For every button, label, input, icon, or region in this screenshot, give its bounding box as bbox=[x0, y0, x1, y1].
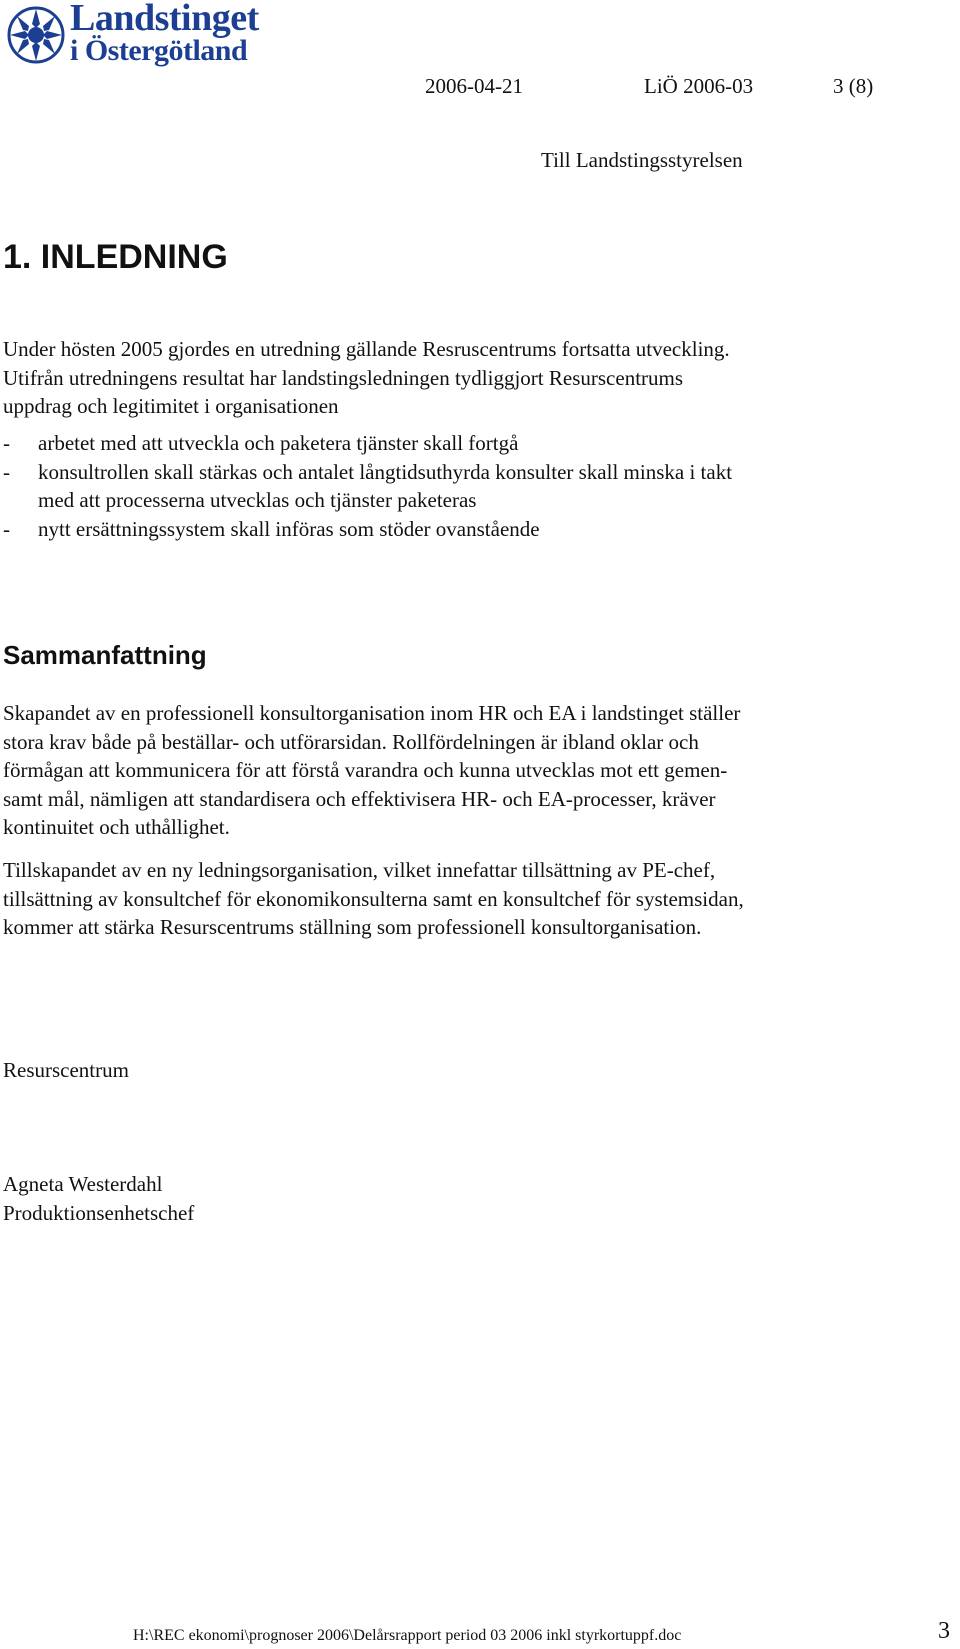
landstinget-logo bbox=[6, 2, 276, 72]
intro-line-2: Utifrån utredningens resultat har landstingsledningen tydliggjort Resurscentrums bbox=[3, 366, 684, 390]
section-heading-inledning: 1. INLEDNING bbox=[3, 238, 228, 276]
intro-line-3: uppdrag och legitimitet i organisationen bbox=[3, 394, 339, 418]
signature-name: Agneta Westerdahl bbox=[3, 1172, 163, 1196]
footer-page-number: 3 bbox=[938, 1618, 950, 1644]
summary-p1-line-4: samt mål, nämligen att standardisera och effektivisera HR- och EA-processer, kräver bbox=[3, 787, 716, 811]
summary-p1-line-2: stora krav både på beställar- och utförarsidan. Rollfördelningen är ibland oklar och bbox=[3, 730, 699, 754]
logo-line-1: Landstinget bbox=[70, 0, 259, 39]
summary-p2-line-1: Tillskapandet av en ny ledningsorganisation, vilket innefattar tillsättning av PE-chef, bbox=[3, 858, 716, 882]
document-date: 2006-04-21 bbox=[425, 74, 523, 98]
summary-p2-line-2: tillsättning av konsultchef för ekonomikonsulterna samt en konsultchef för systemsidan, bbox=[3, 887, 744, 911]
intro-line-1: Under hösten 2005 gjordes en utredning gällande Resruscentrums fortsatta utveckling. bbox=[3, 337, 730, 361]
list-dash: - bbox=[3, 431, 10, 455]
list-dash: - bbox=[3, 517, 10, 541]
section-heading-sammanfattning: Sammanfattning bbox=[3, 640, 207, 670]
list-item-text: arbetet med att utveckla och paketera tjänster skall fortgå bbox=[38, 431, 519, 455]
summary-p1-line-3: förmågan att kommunicera för att förstå varandra och kunna utvecklas mot ett gemen- bbox=[3, 758, 728, 782]
recipient-line: Till Landstingsstyrelsen bbox=[541, 148, 743, 172]
signature-department: Resurscentrum bbox=[3, 1058, 129, 1082]
list-item-text: konsultrollen skall stärkas och antalet långtidsuthyrda konsulter skall minska i takt bbox=[38, 460, 733, 484]
snowflake-emblem-icon bbox=[6, 4, 66, 66]
footer-file-path: H:\REC ekonomi\prognoser 2006\Delårsrapport period 03 2006 inkl styrkortuppf.doc bbox=[133, 1627, 682, 1644]
summary-p1-line-5: kontinuitet och uthållighet. bbox=[3, 815, 230, 839]
signature-title: Produktionsenhetschef bbox=[3, 1201, 195, 1225]
document-reference: LiÖ 2006-03 bbox=[644, 74, 754, 98]
summary-p1-line-1: Skapandet av en professionell konsultorganisation inom HR och EA i landstinget ställer bbox=[3, 701, 741, 725]
summary-p2-line-3: kommer att stärka Resurscentrums ställning som professionell konsultorganisation. bbox=[3, 915, 702, 939]
list-dash: - bbox=[3, 460, 10, 484]
logo-line-2: i Östergötland bbox=[70, 34, 248, 67]
list-item-text: nytt ersättningssystem skall införas som stöder ovanstående bbox=[38, 517, 540, 541]
list-item-text-continued: med att processerna utvecklas och tjänster paketeras bbox=[38, 488, 477, 512]
page-indicator: 3 (8) bbox=[833, 74, 874, 98]
